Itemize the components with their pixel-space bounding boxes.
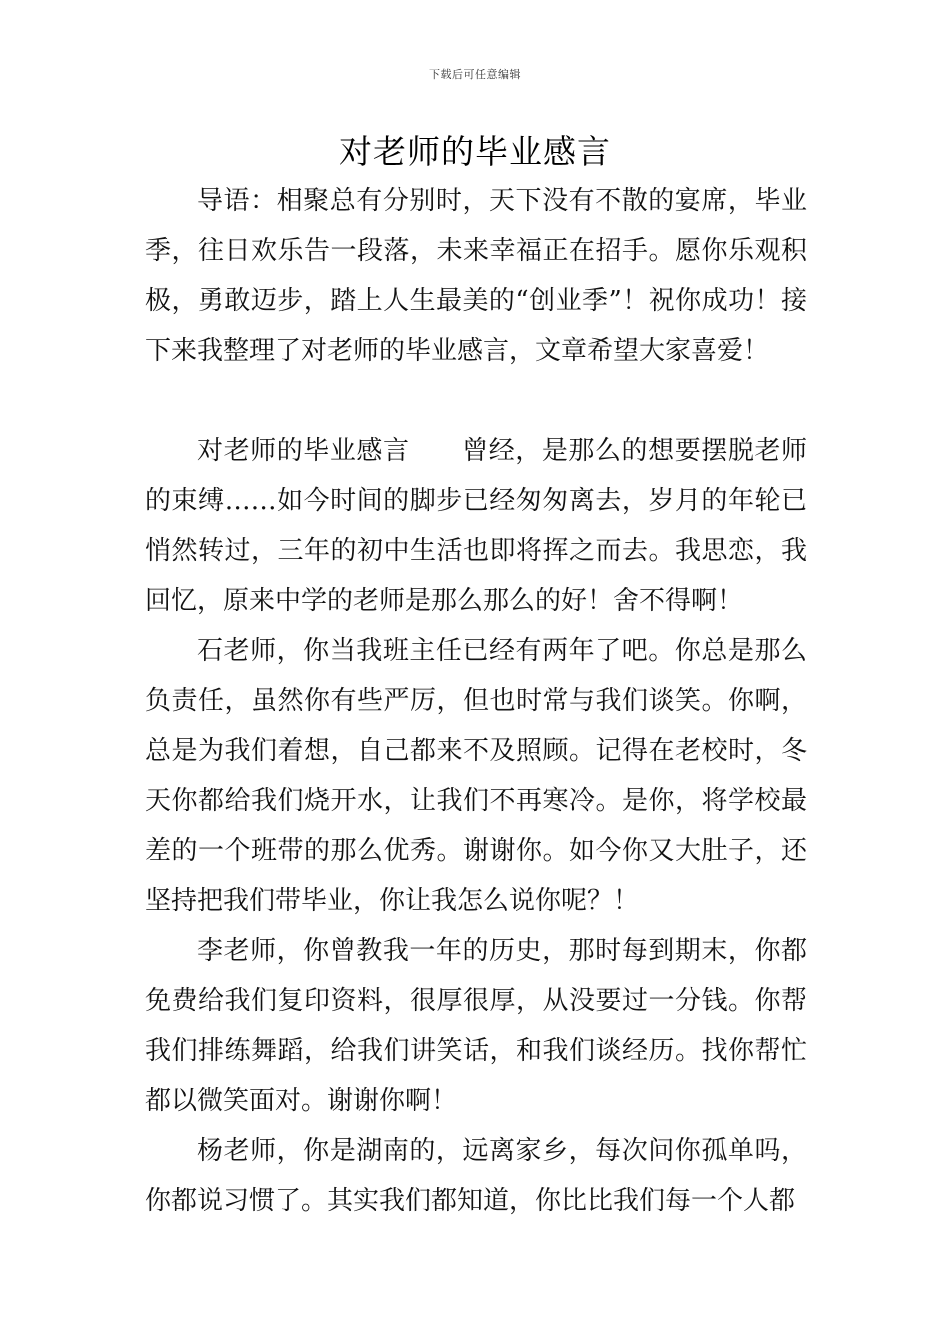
paragraph-2: 石老师，你当我班主任已经有两年了吧。你总是那么负责任，虽然你有些严厉，但也时常与我们谈笑。你啊，总是为我们着想，自己都来不及照顾。记得在老校时，冬天你都给我们烧开水，让我们不再寒冷。是你，将学校最差的一个班带的那么优秀。谢谢你。如今你又大肚子，还坚持把我们带毕业，你让我怎么说你呢？！	[145, 636, 807, 916]
document-body	[145, 176, 807, 1226]
section-paragraph-1	[145, 426, 807, 626]
section-heading: 对老师的毕业感言	[197, 436, 410, 466]
paragraph-3: 李老师，你曾教我一年的历史，那时每到期末，你都免费给我们复印资料，很厚很厚，从没要过一分钱。你帮我们排练舞蹈，给我们讲笑话，和我们谈经历。找你帮忙都以微笑面对。谢谢你啊！	[145, 936, 807, 1116]
page-title: 对老师的毕业感言	[339, 132, 611, 171]
header-note: 下载后可任意编辑	[429, 68, 521, 81]
paragraph-1-text: 曾经，是那么的想要摆脱老师的束缚……如今时间的脚步已经匆匆离去，岁月的年轮已悄然转过，三年的初中生活也即将挥之而去。我思恋，我回忆，原来中学的老师是那么那么的好！舍不得啊！	[145, 436, 807, 616]
paragraph-4: 杨老师，你是湖南的，远离家乡，每次问你孤单吗，你都说习惯了。其实我们都知道，你比比我们每一个人都	[145, 1136, 807, 1216]
intro-paragraph: 导语：相聚总有分别时，天下没有不散的宴席，毕业季，往日欢乐告一段落，未来幸福正在招手。愿你乐观积极，勇敢迈步，踏上人生最美的“创业季”！祝你成功！接下来我整理了对老师的毕业感言，文章希望大家喜爱！	[145, 186, 807, 366]
